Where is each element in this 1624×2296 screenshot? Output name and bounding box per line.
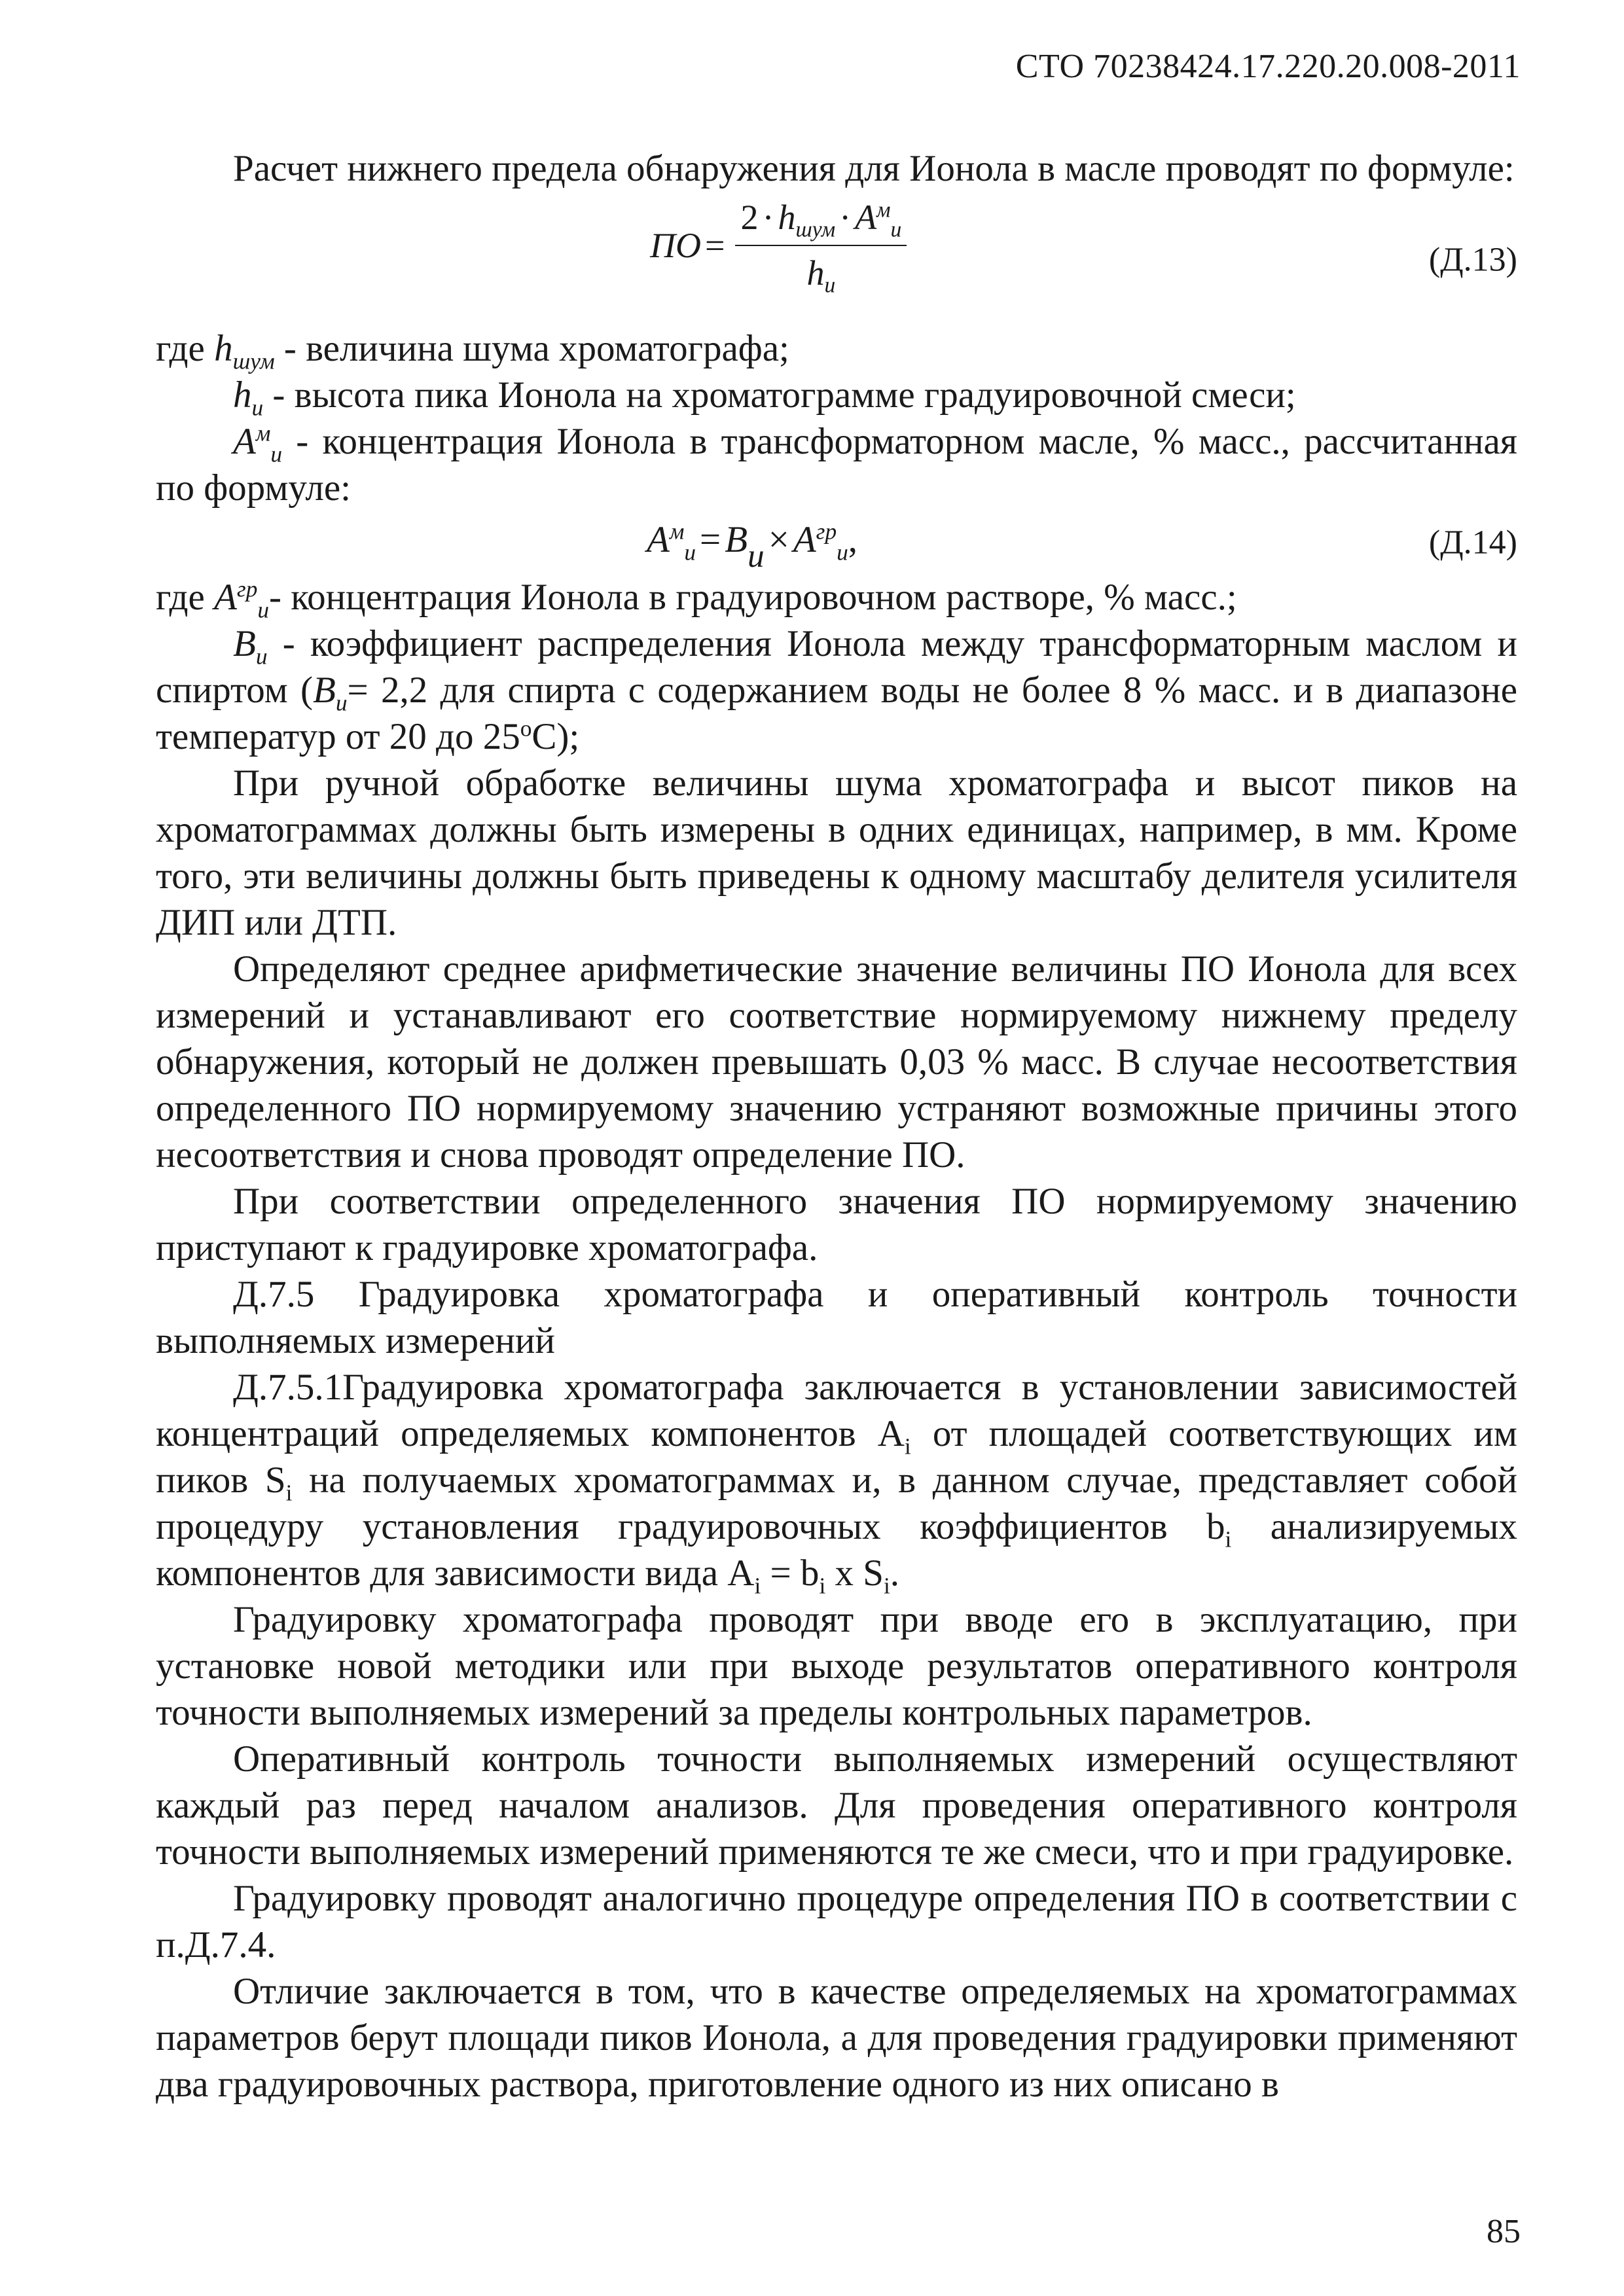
where-peak-line: $h_и$ - высота пика Ионола на хроматограмме градуировочной смеси;: [233, 374, 1296, 421]
where-noise-line: где $h_{шум}$ - величина шума хроматографа;: [156, 328, 789, 374]
formula-d13-body: [650, 194, 907, 296]
operational-control-paragraph: Оперативный контроль точности выполняемых измерений осуществляют каждый раз перед началом анализов. Для проведения оперативного контроля точности выполняемых измерений применяются те же смеси, что и при градуировке.: [156, 1738, 1517, 1873]
formula-d13-fraction: [735, 194, 907, 296]
formula-d13: [156, 194, 1517, 325]
equation-number-d14: (Д.14): [1428, 524, 1517, 562]
conformity-paragraph: При соответствии определенного значения ПО нормируемому значению приступают к градуировке хроматографа.: [156, 1181, 1517, 1268]
formula-d13-lhs: ПО =: [650, 225, 725, 265]
formula-d13-denominator: $h_и$: [806, 253, 836, 298]
equation-number-d13: (Д.13): [1428, 241, 1517, 279]
section-d75-heading: Д.7.5 Градуировка хроматографа и оперативный контроль точности выполняемых измерений: [156, 1274, 1517, 1361]
page-body: [156, 145, 1517, 2108]
where-b-line: $B_и$ - коэффициент распределения Ионола между трансформаторным маслом и спиртом ($B_и= 2,2$ для спирта с содержанием воды не более 8 % масс. и в диапазоне температур от 20 до 25$^o$С);: [156, 623, 1517, 757]
calibration-same-paragraph: Градуировку проводят аналогично процедуре определения ПО в соответствии с п.Д.7.4.: [156, 1878, 1517, 1965]
formula-d13-numerator: $2 \cdot h_{шум} \cdot A^м_и$: [740, 198, 902, 242]
manual-processing-paragraph: При ручной обработке величины шума хроматографа и высот пиков на хроматограммах должны быть измерены в одних единицах, например, в мм. Кроме того, эти величины должны быть приведены к одному масштабу делителя усилителя ДИП или ДТП.: [156, 762, 1517, 943]
where-gr-line: где $A^{гр}_и-$ концентрация Ионола в градуировочном растворе, % масс.;: [156, 576, 1237, 623]
section-d751-paragraph: Д.7.5.1Градуировка хроматографа заключается в установлении зависимостей концентраций определяемых компонентов $A_i$ от площадей соответствующих им пиков $S_i$ на получаемых хроматограммах и, в данном случае, представляет собой процедуру установления градуировочных коэффициентов $b_i$ анализируемых компонентов для зависимости вида $A_i = b_i$ x $S_i$.: [156, 1367, 1517, 1599]
formula-d14-body: $A^м_и$ = Bи × $A^{гр}_и$,: [647, 518, 858, 575]
calibration-when-paragraph: Градуировку хроматографа проводят при вводе его в эксплуатацию, при установке новой методики или при выходе результатов оперативного контроля точности выполняемых измерений за пределы контрольных параметров.: [156, 1599, 1517, 1733]
where-conc-line: $A^м_и$ - концентрация Ионола в трансформаторном масле, % масс., рассчитанная по формуле:: [156, 420, 1517, 509]
page-number: 85: [1487, 2213, 1521, 2250]
formula-d14: [156, 511, 1517, 574]
average-value-paragraph: Определяют среднее арифметические значение величины ПО Ионола для всех измерений и устанавливают его соответствие нормируемому нижнему пределу обнаружения, который не должен превышать 0,03 % масс. В случае несоответствия определенного ПО нормируемому значению устраняют возможные причины этого несоответствия и снова проводят определение ПО.: [156, 948, 1517, 1175]
document-code-header: СТО 70238424.17.220.20.008-2011: [1015, 48, 1521, 85]
intro-paragraph: Расчет нижнего предела обнаружения для Ионола в масле проводят по формуле:: [233, 148, 1515, 189]
difference-paragraph: Отличие заключается в том, что в качестве определяемых на хроматограммах параметров берут площади пиков Ионола, а для проведения градуировки применяют два градуировочных раствора, приготовление одного из них описано в: [156, 1971, 1517, 2105]
